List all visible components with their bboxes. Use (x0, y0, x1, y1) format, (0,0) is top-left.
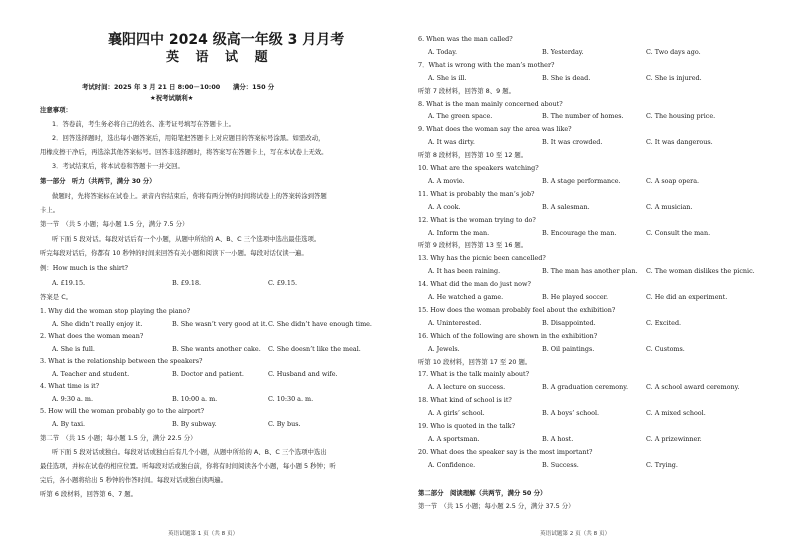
answer-option: A. She is full. (52, 344, 95, 353)
answer-option: C. She doesn’t like the meal. (268, 344, 361, 353)
section1-instructions-a: 听下面 5 段对话。每段对话后有一个小题，从题中所给的 A、B、C 三个选项中选出最佳选项。 (52, 235, 321, 243)
question-stem: 9. What does the woman say the area was like? (418, 125, 572, 134)
page-footer: 英语试题第 1 页（共 8 页） (168, 531, 239, 537)
answer-option: B. A stage performance. (542, 176, 621, 185)
answer-option: C. Husband and wife. (268, 369, 338, 378)
answer-option: A. Jewels. (428, 344, 460, 353)
passage-instruction: 听第 7 段材料，回答第 8、9 题。 (418, 86, 516, 95)
answer-option: A. A cook. (428, 202, 461, 211)
answer-option: B. The man has another plan. (542, 267, 638, 276)
section1-instructions-b: 听完每段对话后，你都有 10 秒钟的时间来回答有关小题和阅读下一小题。每段对话仅读一遍。 (40, 249, 308, 257)
question-stem: 14. What did the man do just now? (418, 280, 531, 289)
passage-instruction: 听第 8 段材料，回答第 10 至 12 题。 (418, 151, 528, 160)
answer-option: A. It has been raining. (428, 267, 501, 276)
exam-subtitle: 英 语 试 题 (166, 50, 274, 65)
notice-2a: 2．回答选择题时，选出每小题答案后，用铅笔把答题卡上对应题目的答案标号涂黑。如需改动， (52, 134, 325, 142)
example-question: 例：How much is the shirt? (40, 264, 128, 272)
answer-option: C. Consult the man. (646, 228, 711, 237)
answer-option: C. A musician. (646, 202, 693, 211)
answer-option: B. A boys’ school. (542, 409, 600, 418)
answer-option: B. She wasn’t very good at it. (172, 319, 268, 328)
question-stem: 18. What kind of school is it? (418, 396, 512, 405)
answer-option: A. The green space. (428, 112, 493, 121)
answer-option: B. She wants another cake. (172, 344, 261, 353)
question-stem: 13. Why has the picnic been cancelled? (418, 254, 546, 263)
answer-option: A. She didn’t really enjoy it. (52, 319, 143, 328)
question-stem: 7．What is wrong with the man’s mother? (418, 60, 555, 69)
question-stem: 10. What are the speakers watching? (418, 164, 539, 172)
answer-option: C. By bus. (268, 419, 301, 428)
question-stem: 1. Why did the woman stop playing the piano? (40, 307, 191, 315)
answer-option: A. A movie. (428, 176, 465, 185)
section2-instructions-b: 最佳选项，并标在试卷的相应位置。听每段对话或独白前，你将有时间阅读各个小题，每小题 5 秒钟；听 (40, 462, 336, 470)
answer-option: A. She is ill. (428, 73, 467, 82)
part1-intro-b: 卡上。 (40, 206, 60, 214)
notice-1: 1．答卷前，考生务必将自己的姓名、准考证号填写在答题卡上。 (52, 120, 236, 128)
answer-option: B. A host. (542, 434, 574, 443)
answer-option: B. Disappointed. (542, 318, 596, 327)
blessing: ★祝考试顺利★ (150, 94, 194, 102)
page-footer: 英语试题第 2 页（共 8 页） (540, 531, 611, 537)
example-option: B. £9.18. (172, 279, 202, 287)
question-stem: 19. Who is quoted in the talk? (418, 422, 516, 430)
passage-instruction: 听第 10 段材料，回答第 17 至 20 题。 (418, 357, 532, 366)
part2-section1-heading: 第一节 （共 15 小题；每小题 2.5 分，满分 37.5 分） (418, 502, 575, 510)
answer-option: C. The woman dislikes the picnic. (646, 267, 755, 276)
exam-info: 考试时间：2025 年 3 月 21 日 8:00－10:00 满分：150 分 (82, 83, 275, 91)
answer-option: B. Success. (542, 460, 579, 469)
exam-page-2 (402, 0, 800, 553)
question-stem: 4. What time is it? (40, 382, 100, 390)
part1-heading: 第一部分 听力（共两节，满分 30 分） (40, 177, 156, 185)
answer-option: A. A lecture on success. (428, 383, 506, 392)
answer-option: C. A soap opera. (646, 176, 700, 185)
question-stem: 2. What does the woman mean? (40, 332, 144, 340)
section2-heading: 第二节 （共 15 小题；每小题 1.5 分，满分 22.5 分） (40, 434, 197, 442)
answer-option: B. 10:00 a. m. (172, 394, 218, 403)
answer-option: A. He watched a game. (428, 293, 504, 301)
question-stem: 3. What is the relationship between the speakers? (40, 357, 203, 365)
passage-instruction: 听第 6 段材料，回答第 6、7 题。 (40, 490, 138, 498)
answer-option: B. Doctor and patient. (172, 369, 244, 378)
part2-heading: 第二部分 阅读理解（共两节，满分 50 分） (418, 489, 547, 497)
answer-option: A. Uninterested. (428, 318, 482, 327)
answer-option: B. A salesman. (542, 202, 590, 211)
answer-option: B. Oil paintings. (542, 344, 595, 353)
answer-option: C. He did an experiment. (646, 293, 728, 301)
answer-option: B. A graduation ceremony. (542, 383, 628, 392)
notice-heading: 注意事项： (40, 106, 72, 114)
answer-option: C. She is injured. (646, 73, 702, 82)
question-stem: 17. What is the talk mainly about? (418, 370, 530, 379)
example-answer: 答案是 C。 (40, 293, 73, 301)
question-stem: 20. What does the speaker say is the most important? (418, 447, 593, 456)
example-option: C. £9.15. (268, 279, 298, 287)
answer-option: C. 10:30 a. m. (268, 394, 314, 403)
answer-option: B. By subway. (172, 419, 217, 428)
exam-page-1 (0, 0, 398, 553)
question-stem: 5. How will the woman probably go to the airport? (40, 407, 204, 415)
section2-instructions-a: 听下面 5 段对话或独白。每段对话或独白后有几个小题，从题中所给的 A、B、C 三个选项中选出 (52, 448, 327, 456)
answer-option: A. Confidence. (428, 460, 476, 469)
example-option: A. £19.15. (52, 279, 86, 287)
answer-option: B. He played soccer. (542, 293, 609, 301)
answer-option: C. Excited. (646, 318, 682, 327)
notice-2b: 用橡皮擦干净后，再选涂其他答案标号。回答非选择题时，将答案写在答题卡上，写在本试卷上无效。 (40, 148, 328, 156)
answer-option: B. It was crowded. (542, 138, 603, 147)
answer-option: B. Encourage the man. (542, 228, 617, 237)
question-stem: 11. What is probably the man’s job? (418, 189, 535, 198)
answer-option: A. It was dirty. (428, 138, 475, 147)
answer-option: C. It was dangerous. (646, 138, 713, 147)
answer-option: C. She didn’t have enough time. (268, 319, 372, 328)
question-stem: 16. Which of the following are shown in the exhibition? (418, 331, 598, 340)
answer-option: A. 9:30 a. m. (52, 394, 94, 403)
answer-option: A. By taxi. (52, 419, 86, 428)
question-stem: 12. What is the woman trying to do? (418, 215, 536, 224)
answer-option: A. Today. (428, 47, 457, 56)
answer-option: B. The number of homes. (542, 112, 624, 121)
section2-instructions-c: 完后，各小题将给出 5 秒钟的作答时间。每段对话或独白读两遍。 (40, 476, 228, 484)
answer-option: A. A sportsman. (428, 434, 480, 443)
question-stem: 15. How does the woman probably feel about the exhibition? (418, 305, 616, 314)
answer-option: C. A mixed school. (646, 409, 706, 418)
question-stem: 8. What is the man mainly concerned about? (418, 99, 563, 108)
answer-option: C. A prizewinner. (646, 434, 702, 443)
exam-title: 襄阳四中 2024 级高一年级 3 月月考 (108, 32, 345, 48)
answer-option: B. She is dead. (542, 73, 591, 82)
question-stem: 6. When was the man called? (418, 35, 513, 43)
part1-intro-a: 做题时，先将答案标在试卷上。录音内容结束后，你将有两分钟的时间将试卷上的答案转涂到答题 (52, 192, 327, 200)
section1-heading: 第一节 （共 5 小题；每小题 1.5 分，满分 7.5 分） (40, 220, 189, 228)
answer-option: A. Inform the man. (428, 228, 490, 237)
answer-option: C. A school award ceremony. (646, 383, 740, 392)
answer-option: B. Yesterday. (542, 47, 584, 56)
passage-instruction: 听第 9 段材料，回答第 13 至 16 题。 (418, 241, 528, 250)
answer-option: C. The housing price. (646, 112, 716, 121)
answer-option: C. Trying. (646, 460, 678, 469)
answer-option: A. A girls’ school. (428, 409, 485, 418)
notice-3: 3．考试结束后，将本试卷和答题卡一并交回。 (52, 162, 184, 170)
answer-option: C. Two days ago. (646, 47, 701, 56)
answer-option: A. Teacher and student. (52, 369, 130, 378)
answer-option: C. Customs. (646, 344, 685, 353)
